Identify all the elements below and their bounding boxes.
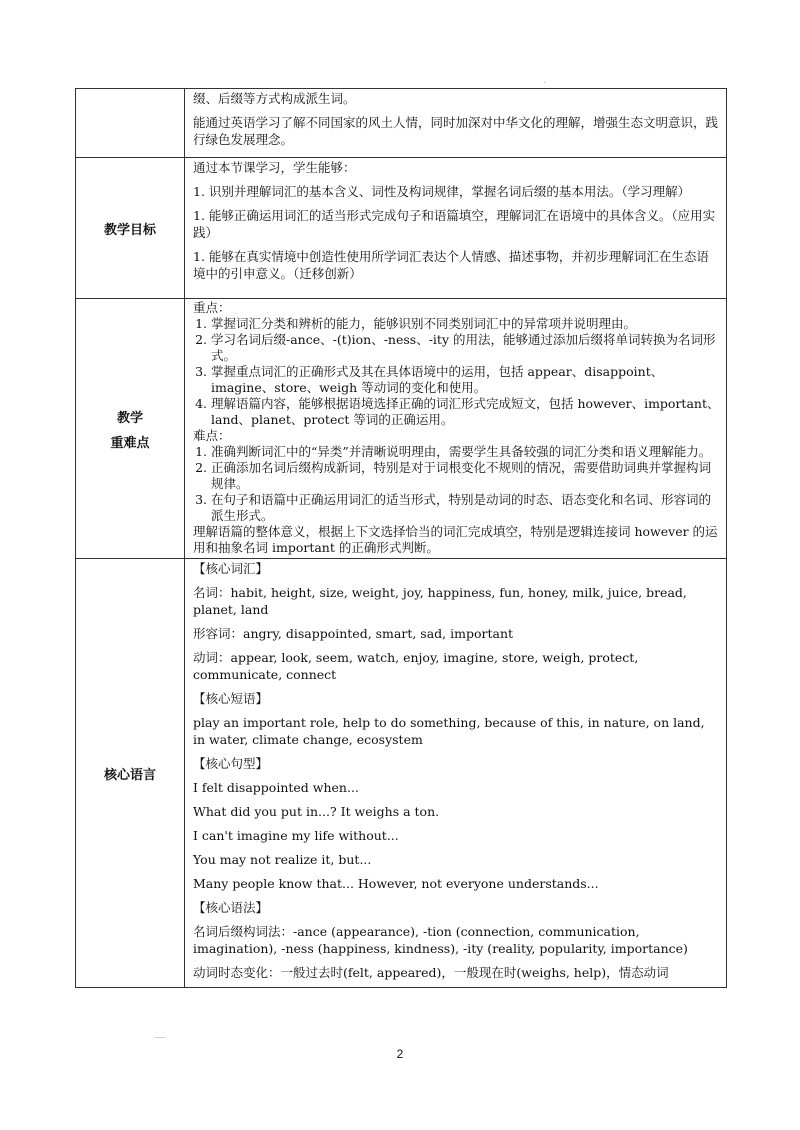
continued-content-cell — [185, 89, 727, 158]
continued-line: 缀、后缀等方式构成派生词。 — [193, 91, 356, 106]
verbs-line: 动词：appear, look, seem, watch, enjoy, imagine, store, weigh, protect, communicate, connect — [193, 650, 639, 682]
difficulty-list — [193, 444, 720, 524]
focus-item: 2. 学习名词后缀-ance、-(t)ion、-ness、-ity 的用法，能够通过添加后缀将单词转换为名词形式。 — [211, 332, 720, 364]
difficulty-item: 2. 正确添加名词后缀构成新词，特别是对于词根变化不规则的情况，需要借助词典并掌握构词规律。 — [211, 460, 720, 492]
focus-item: 4. 理解语篇内容，能够根据语境选择正确的词汇形式完成短文，包括 however、important、land、planet、protect 等词的正确运用。 — [211, 396, 720, 428]
difficulty-item: 3. 在句子和语篇中正确运用词汇的适当形式，特别是动词的时态、语态变化和名词、形容词的派生形式。 — [211, 492, 720, 524]
sentence-pattern: Many people know that... However, not everyone understands... — [193, 876, 599, 891]
key-points-closing: 理解语篇的整体意义，根据上下文选择恰当的词汇完成填空，特别是逻辑连接词 however 的运用和抽象名词 important 的正确形式判断。 — [193, 524, 718, 555]
objective-item: 1. 识别并理解词汇的基本含义、词性及构词规律，掌握名词后缀的基本用法。（学习理解） — [193, 184, 691, 199]
difficulty-heading: 难点： — [193, 428, 231, 443]
objectives-intro: 通过本节课学习，学生能够： — [193, 160, 356, 175]
core-language-content — [185, 559, 727, 988]
sentence-pattern: I felt disappointed when... — [193, 780, 359, 795]
phrases-heading: 【核心短语】 — [193, 691, 269, 706]
focus-heading: 重点： — [193, 300, 231, 315]
key-points-label-line: 重难点 — [110, 435, 150, 451]
core-language-row — [76, 559, 727, 988]
top-mark: · — [543, 78, 546, 87]
grammar-heading: 【核心语法】 — [193, 900, 269, 915]
nouns-line: 名词：habit, height, size, weight, joy, happiness, fun, honey, milk, juice, bread, planet, land — [193, 585, 687, 617]
focus-item: 3. 掌握重点词汇的正确形式及其在具体语境中的运用，包括 appear、disappoint、imagine、store、weigh 等动词的变化和使用。 — [211, 364, 720, 396]
difficulty-item: 1. 准确判断词汇中的“异类”并清晰说明理由，需要学生具备较强的词汇分类和语义理解能力。 — [211, 444, 720, 460]
adjectives-line: 形容词：angry, disappointed, smart, sad, important — [193, 626, 514, 641]
continued-label-cell — [76, 89, 185, 158]
objectives-row — [76, 158, 727, 299]
page-number: 2 — [396, 1047, 404, 1061]
grammar-tense-line: 动词时态变化：一般过去时(felt, appeared)，一般现在时(weighs, help)，情态动词 — [193, 965, 669, 980]
objectives-content — [185, 158, 727, 299]
focus-list — [193, 316, 720, 428]
sentence-pattern: You may not realize it, but... — [193, 852, 372, 867]
continued-line: 能通过英语学习了解不同国家的风土人情，同时加深对中华文化的理解，增强生态文明意识，践行绿色发展理念。 — [193, 115, 719, 147]
vocab-heading: 【核心词汇】 — [193, 561, 269, 576]
lesson-plan-table — [75, 88, 727, 988]
phrases-line: play an important role, help to do something, because of this, in nature, on land, in water, climate change, ecosystem — [193, 715, 705, 747]
edge-mark — [155, 1037, 165, 1038]
key-points-label-line: 教学 — [116, 410, 143, 426]
key-points-content — [185, 299, 727, 559]
objective-item: 1. 能够正确运用词汇的适当形式完成句子和语篇填空，理解词汇在语境中的具体含义。（应用实践） — [193, 208, 716, 240]
sentence-pattern: What did you put in...? It weighs a ton. — [193, 804, 440, 819]
focus-item: 1. 掌握词汇分类和辨析的能力，能够识别不同类别词汇中的异常项并说明理由。 — [211, 316, 720, 332]
key-points-row — [76, 299, 727, 559]
objectives-label: 教学目标 — [76, 158, 185, 299]
grammar-suffix-line: 名词后缀构词法：-ance (appearance), -tion (connection, communication, imagination), -ness (happiness, kindness), -ity (reality, popularity, importance) — [193, 924, 688, 956]
sentence-pattern: I can't imagine my life without... — [193, 828, 399, 843]
sentences-heading: 【核心句型】 — [193, 756, 269, 771]
continued-row — [76, 89, 727, 158]
key-points-label — [76, 299, 185, 559]
core-language-label: 核心语言 — [76, 559, 185, 988]
objective-item: 1. 能够在真实情境中创造性使用所学词汇表达个人情感、描述事物，并初步理解词汇在生态语境中的引申意义。（迁移创新） — [193, 249, 709, 281]
